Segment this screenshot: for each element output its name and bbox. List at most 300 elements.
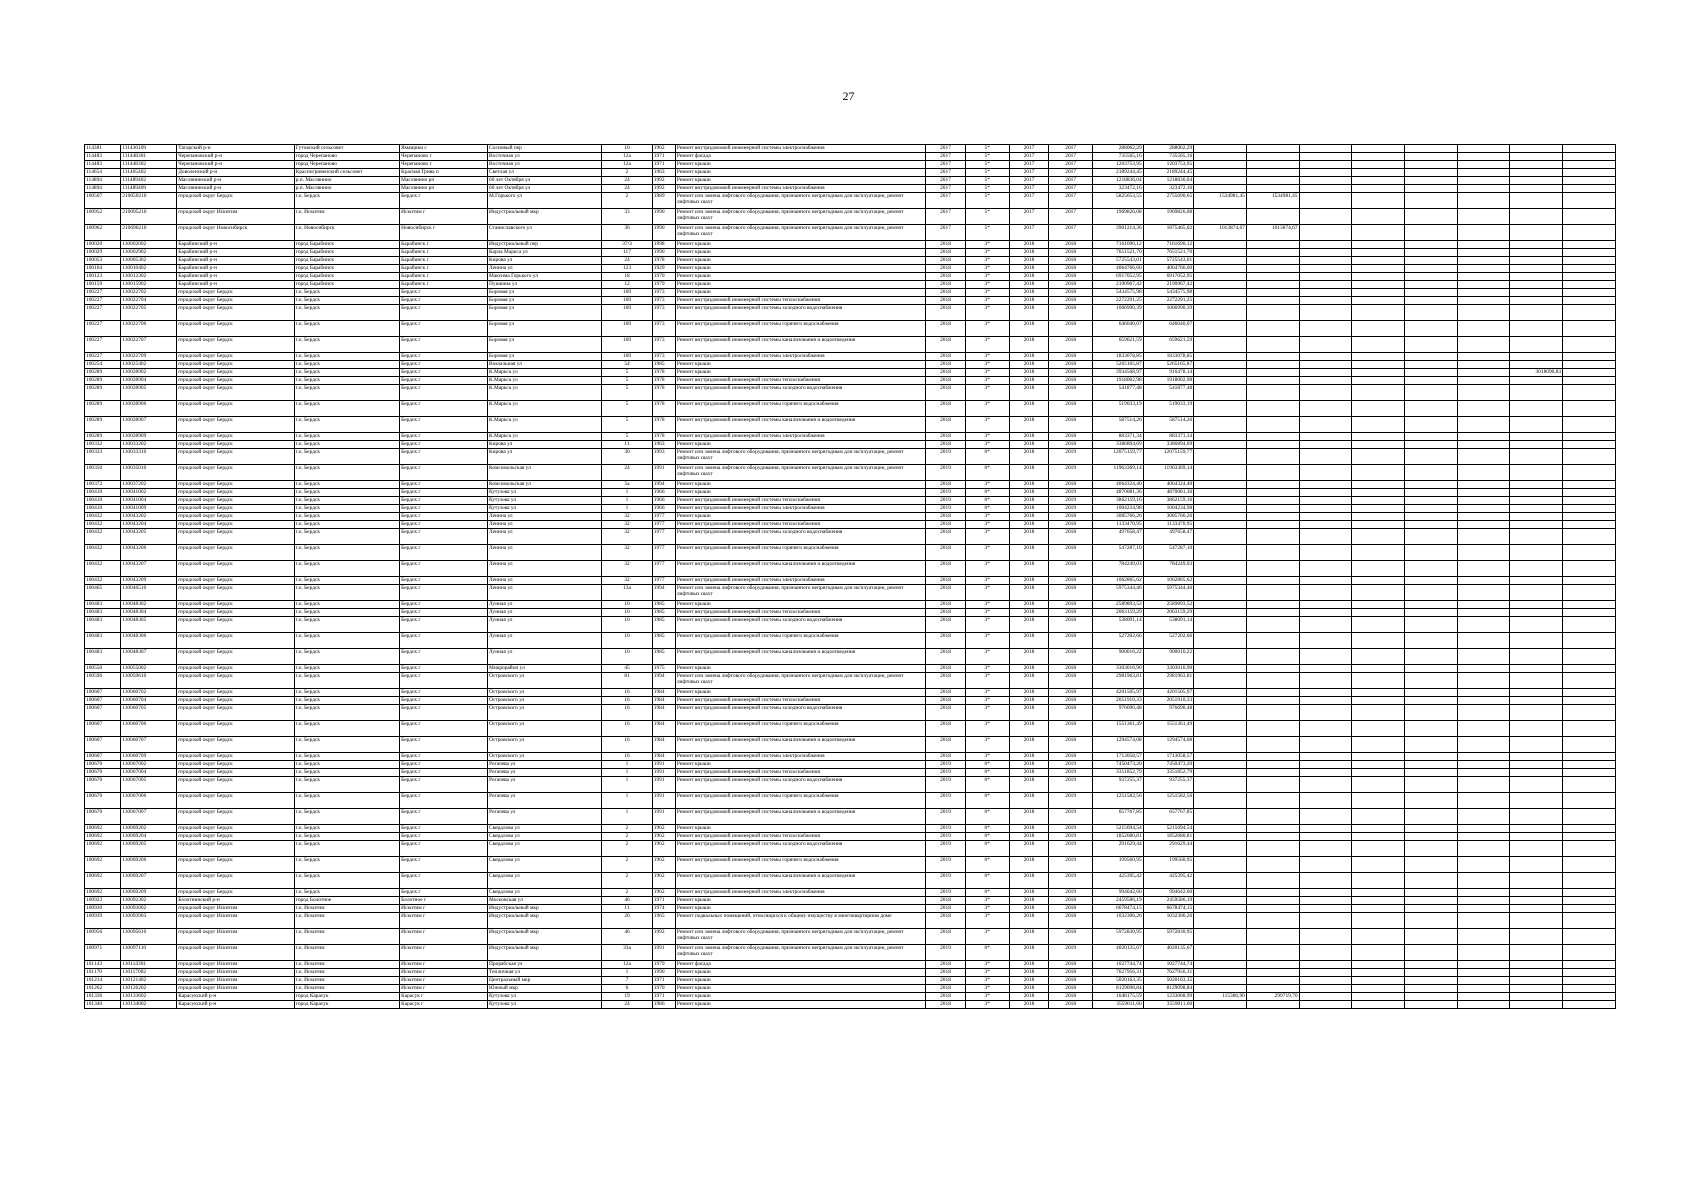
cell-plan-year: 2018	[926, 577, 966, 585]
cell-house-number: 1	[602, 489, 653, 497]
cell-start-year: 2018	[1009, 809, 1049, 825]
cell-house-number: 5	[602, 417, 653, 433]
cell-work-type: Ремонт крыши	[675, 825, 925, 833]
cell-cost-extra-c	[1510, 1001, 1563, 1009]
cell-end-year: 2019	[1049, 873, 1093, 889]
cell-empty	[1457, 281, 1510, 289]
table-row	[85, 417, 1616, 433]
cell-street: Свердлова ул	[488, 841, 602, 857]
cell-municipality: г.о. Бердск	[294, 601, 399, 609]
cell-cost-total: 883371,34	[1093, 433, 1144, 441]
cell-start-year: 2018	[1009, 905, 1049, 913]
cell-plan-year: 2018	[926, 337, 966, 353]
cell-cost-extra-a	[1194, 321, 1247, 337]
cell-empty	[1404, 633, 1457, 649]
cell-cost-fund: 1027744,74	[1143, 961, 1194, 969]
cell-cost-extra-a	[1194, 417, 1247, 433]
cell-cost-extra-c	[1510, 265, 1563, 273]
cell-building-id: 100607	[85, 697, 121, 705]
cell-empty	[1457, 889, 1510, 897]
cell-cost-extra-b	[1246, 889, 1299, 897]
cell-year-built: 1979	[652, 961, 675, 969]
cell-work-code: 110133602	[121, 993, 177, 1001]
cell-cost-total: 5725543,01	[1093, 257, 1144, 265]
cell-empty	[1563, 169, 1616, 177]
cell-start-year: 2018	[1009, 577, 1049, 585]
cell-empty	[1457, 721, 1510, 737]
cell-plan-year: 2018	[926, 985, 966, 993]
cell-work-type: Ремонт крыши	[675, 169, 925, 177]
cell-cost-extra-b	[1246, 561, 1299, 577]
cell-cost-extra-a	[1194, 337, 1247, 353]
cell-district: городской округ Бердск	[177, 689, 295, 697]
register-body	[85, 145, 1616, 1009]
cell-locality: Искитим г	[400, 929, 488, 945]
cell-empty	[1404, 449, 1457, 465]
cell-priority: 3*	[965, 273, 1009, 281]
cell-plan-year: 2017	[926, 169, 966, 177]
cell-building-id: 100971	[85, 945, 121, 961]
cell-cost-fund: 3085766,26	[1143, 513, 1194, 521]
cell-street: Индустриальный мкр	[488, 905, 602, 913]
cell-empty	[1299, 609, 1352, 617]
cell-start-year: 2018	[1009, 481, 1049, 489]
cell-building-id: 100432	[85, 545, 121, 561]
table-row	[85, 993, 1616, 1001]
cell-start-year: 2018	[1009, 697, 1049, 705]
cell-end-year: 2018	[1049, 521, 1093, 529]
cell-house-number: 123	[602, 265, 653, 273]
cell-empty	[1299, 633, 1352, 649]
cell-cost-extra-c	[1510, 633, 1563, 649]
cell-district: городской округ Бердск	[177, 769, 295, 777]
cell-municipality: г.о. Бердск	[294, 377, 399, 385]
cell-cost-extra-b	[1246, 833, 1299, 841]
cell-empty	[1563, 377, 1616, 385]
cell-priority: 3*	[965, 969, 1009, 977]
cell-empty	[1457, 809, 1510, 825]
cell-house-number: 24	[602, 177, 653, 185]
cell-empty	[1563, 913, 1616, 929]
cell-municipality: г.о. Бердск	[294, 289, 399, 297]
table-row	[85, 577, 1616, 585]
cell-street: Индустриальный мкр	[488, 209, 602, 225]
cell-empty	[1404, 353, 1457, 361]
cell-year-built: 1992	[652, 929, 675, 945]
cell-work-code: 111436109	[121, 145, 177, 153]
cell-locality: Бердск г	[400, 601, 488, 609]
cell-empty	[1299, 465, 1352, 481]
cell-empty	[1299, 433, 1352, 441]
cell-work-type: Ремонт внутридомовой инженерной системы электроснабжения	[675, 889, 925, 897]
cell-cost-extra-c	[1510, 385, 1563, 401]
cell-locality: Искитим г	[400, 945, 488, 961]
cell-building-id: 100432	[85, 513, 121, 521]
cell-cost-fund: 4020135,67	[1143, 945, 1194, 961]
cell-start-year: 2018	[1009, 489, 1049, 497]
cell-priority: 3*	[965, 697, 1009, 705]
cell-cost-extra-b	[1246, 825, 1299, 833]
cell-start-year: 2018	[1009, 521, 1049, 529]
cell-empty	[1404, 185, 1457, 193]
cell-empty	[1299, 793, 1352, 809]
cell-locality: Бердск г	[400, 577, 488, 585]
cell-start-year: 2017	[1009, 169, 1049, 177]
cell-empty	[1404, 977, 1457, 985]
cell-empty	[1457, 465, 1510, 481]
cell-work-code: 110067007	[121, 809, 177, 825]
cell-work-type: Ремонт крыши	[675, 369, 925, 377]
cell-cost-extra-a	[1194, 249, 1247, 257]
cell-cost-extra-b	[1246, 521, 1299, 529]
cell-empty	[1457, 585, 1510, 601]
cell-work-type: Ремонт крыши	[675, 273, 925, 281]
cell-building-id: 100607	[85, 721, 121, 737]
cell-year-built: 1973	[652, 337, 675, 353]
table-row	[85, 289, 1616, 297]
cell-municipality: г.о. Искитим	[294, 945, 399, 961]
cell-year-built: 1962	[652, 145, 675, 153]
cell-street: Лунная ул	[488, 609, 602, 617]
cell-district: городской округ Бердск	[177, 417, 295, 433]
cell-priority: 3*	[965, 705, 1009, 721]
cell-end-year: 2018	[1049, 705, 1093, 721]
cell-cost-total: 5215694,54	[1093, 825, 1144, 833]
cell-empty	[1352, 257, 1405, 265]
cell-empty	[1563, 521, 1616, 529]
cell-empty	[1299, 497, 1352, 505]
cell-start-year: 2018	[1009, 993, 1049, 1001]
cell-street: К.Маркса ул	[488, 401, 602, 417]
cell-empty	[1404, 609, 1457, 617]
cell-cost-extra-c	[1510, 609, 1563, 617]
cell-cost-fund: 291629,44	[1143, 841, 1194, 857]
cell-municipality: г.о. Бердск	[294, 753, 399, 761]
cell-start-year: 2018	[1009, 689, 1049, 697]
cell-empty	[1299, 705, 1352, 721]
cell-end-year: 2019	[1049, 945, 1093, 961]
cell-district: городской округ Искитим	[177, 985, 295, 993]
table-row	[85, 249, 1616, 257]
cell-empty	[1563, 609, 1616, 617]
cell-end-year: 2018	[1049, 385, 1093, 401]
cell-empty	[1457, 369, 1510, 377]
cell-end-year: 2017	[1049, 153, 1093, 161]
cell-empty	[1404, 497, 1457, 505]
cell-cost-extra-b	[1246, 169, 1299, 177]
cell-empty	[1563, 737, 1616, 753]
cell-cost-extra-c	[1510, 809, 1563, 825]
cell-empty	[1299, 529, 1352, 545]
cell-cost-fund: 7651521,70	[1143, 249, 1194, 257]
page-number: 27	[842, 89, 855, 103]
cell-empty	[1457, 761, 1510, 769]
cell-cost-extra-a	[1194, 793, 1247, 809]
cell-cost-total: 7161690,12	[1093, 241, 1144, 249]
cell-plan-year: 2017	[926, 225, 966, 241]
cell-priority: 0*	[965, 489, 1009, 497]
table-row	[85, 153, 1616, 161]
cell-cost-extra-b	[1246, 873, 1299, 889]
cell-start-year: 2018	[1009, 705, 1049, 721]
cell-plan-year: 2018	[926, 913, 966, 929]
cell-work-code: 110033202	[121, 441, 177, 449]
cell-street: Кутузова ул	[488, 489, 602, 497]
cell-cost-extra-c	[1510, 969, 1563, 977]
table-row	[85, 969, 1616, 977]
cell-start-year: 2018	[1009, 945, 1049, 961]
cell-cost-fund: 883371,34	[1143, 433, 1194, 441]
cell-work-type: Ремонт внутридомовой инженерной системы холодного водоснабжения	[675, 385, 925, 401]
cell-cost-extra-b	[1246, 961, 1299, 969]
cell-year-built: 1971	[652, 161, 675, 169]
cell-district: городской округ Бердск	[177, 369, 295, 377]
cell-empty	[1404, 841, 1457, 857]
cell-plan-year: 2018	[926, 521, 966, 529]
cell-end-year: 2018	[1049, 1001, 1093, 1009]
cell-house-number: 46	[602, 897, 653, 905]
cell-work-code: 110134002	[121, 1001, 177, 1009]
cell-cost-extra-a	[1194, 665, 1247, 673]
cell-empty	[1352, 609, 1405, 617]
cell-start-year: 2018	[1009, 545, 1049, 561]
cell-plan-year: 2019	[926, 889, 966, 897]
cell-work-code: 111489402	[121, 177, 177, 185]
cell-cost-fund: 5265165,87	[1143, 361, 1194, 369]
cell-empty	[1352, 545, 1405, 561]
cell-start-year: 2018	[1009, 761, 1049, 769]
cell-building-id: 100333	[85, 449, 121, 465]
cell-municipality: город Барабинск	[294, 249, 399, 257]
cell-house-number: 24	[602, 185, 653, 193]
cell-empty	[1457, 665, 1510, 673]
cell-work-code: 110060705	[121, 705, 177, 721]
cell-cost-fund: 3303016,90	[1143, 665, 1194, 673]
cell-house-number: 37/3	[602, 241, 653, 249]
cell-empty	[1352, 561, 1405, 577]
cell-empty	[1299, 777, 1352, 793]
cell-empty	[1352, 153, 1405, 161]
cell-cost-extra-a: 1534981,45	[1194, 193, 1247, 209]
cell-municipality: г.о. Бердск	[294, 353, 399, 361]
cell-building-id: 100692	[85, 889, 121, 897]
cell-work-code: 110069207	[121, 873, 177, 889]
cell-cost-fund: 4064766,60	[1143, 265, 1194, 273]
cell-cost-total: 1027744,74	[1093, 961, 1144, 969]
cell-empty	[1299, 289, 1352, 297]
cell-municipality: г.о. Бердск	[294, 825, 399, 833]
table-row	[85, 737, 1616, 753]
cell-plan-year: 2018	[926, 601, 966, 609]
cell-cost-extra-c	[1510, 545, 1563, 561]
cell-house-number: 2	[602, 873, 653, 889]
cell-house-number: 12	[602, 281, 653, 289]
cell-empty	[1352, 521, 1405, 529]
cell-empty	[1457, 377, 1510, 385]
cell-street: Ленина ул	[488, 265, 602, 273]
cell-empty	[1299, 153, 1352, 161]
cell-locality: Бердск г	[400, 673, 488, 689]
cell-empty	[1457, 633, 1510, 649]
cell-cost-extra-b	[1246, 945, 1299, 961]
cell-street: К.Маркса ул	[488, 417, 602, 433]
cell-district: городской округ Бердск	[177, 601, 295, 609]
cell-empty	[1563, 321, 1616, 337]
cell-cost-total: 527202,66	[1093, 633, 1144, 649]
cell-plan-year: 2018	[926, 993, 966, 1001]
cell-work-type: Ремонт или замена лифтового оборудования, признанного непригодным для эксплуатации, ремонт лифтовых шахт	[675, 945, 925, 961]
cell-empty	[1457, 521, 1510, 529]
cell-municipality: г.о. Бердск	[294, 513, 399, 521]
cell-street: Тепличная ул	[488, 969, 602, 977]
cell-cost-extra-a	[1194, 449, 1247, 465]
cell-priority: 0*	[965, 825, 1009, 833]
cell-cost-fund: 1833078,85	[1143, 353, 1194, 361]
cell-empty	[1299, 585, 1352, 601]
cell-cost-extra-b	[1246, 321, 1299, 337]
cell-empty	[1457, 577, 1510, 585]
cell-empty	[1404, 873, 1457, 889]
cell-empty	[1404, 737, 1457, 753]
cell-empty	[1457, 617, 1510, 633]
cell-priority: 3*	[965, 297, 1009, 305]
cell-cost-total: 3085766,26	[1093, 513, 1144, 521]
cell-plan-year: 2018	[926, 417, 966, 433]
cell-work-code: 110012302	[121, 273, 177, 281]
cell-building-id: 100923	[85, 897, 121, 905]
cell-cost-extra-a	[1194, 889, 1247, 897]
cell-empty	[1352, 1001, 1405, 1009]
cell-work-type: Ремонт крыши	[675, 257, 925, 265]
cell-work-type: Ремонт крыши	[675, 905, 925, 913]
cell-cost-extra-c	[1510, 449, 1563, 465]
cell-municipality: г.о. Бердск	[294, 497, 399, 505]
cell-empty	[1299, 753, 1352, 761]
cell-cost-extra-a	[1194, 385, 1247, 401]
cell-empty	[1563, 617, 1616, 633]
cell-locality: Бердск г	[400, 505, 488, 513]
cell-work-code: 210095210	[121, 209, 177, 225]
cell-cost-extra-b	[1246, 841, 1299, 857]
cell-year-built: 1974	[652, 905, 675, 913]
cell-cost-extra-b	[1246, 257, 1299, 265]
cell-empty	[1352, 289, 1405, 297]
cell-plan-year: 2018	[926, 929, 966, 945]
cell-empty	[1404, 585, 1457, 601]
cell-empty	[1563, 265, 1616, 273]
table-row	[85, 945, 1616, 961]
cell-end-year: 2018	[1049, 721, 1093, 737]
cell-locality: Бердск г	[400, 761, 488, 769]
cell-empty	[1299, 441, 1352, 449]
cell-year-built: 1973	[652, 321, 675, 337]
cell-empty	[1352, 761, 1405, 769]
cell-empty	[1352, 769, 1405, 777]
cell-street: Восточная ул	[488, 153, 602, 161]
cell-cost-extra-c	[1510, 857, 1563, 873]
cell-district: Маслянинский р-н	[177, 177, 295, 185]
cell-cost-extra-b	[1246, 601, 1299, 609]
cell-work-type: Ремонт крыши	[675, 1001, 925, 1009]
cell-cost-total: 5975344,46	[1093, 585, 1144, 601]
cell-locality: Бердск г	[400, 521, 488, 529]
cell-building-id: 100939	[85, 913, 121, 929]
cell-work-code: 111448301	[121, 153, 177, 161]
cell-locality: Барабинск г	[400, 257, 488, 265]
cell-start-year: 2018	[1009, 889, 1049, 897]
cell-work-type: Ремонт внутридомовой инженерной системы канализования и водоотведения	[675, 649, 925, 665]
cell-empty	[1299, 305, 1352, 321]
cell-cost-total: 199560,95	[1093, 857, 1144, 873]
cell-plan-year: 2018	[926, 273, 966, 281]
cell-cost-extra-a	[1194, 761, 1247, 769]
cell-year-built: 1984	[652, 705, 675, 721]
cell-cost-extra-b	[1246, 721, 1299, 737]
cell-empty	[1299, 281, 1352, 289]
cell-priority: 5*	[965, 225, 1009, 241]
cell-empty	[1299, 649, 1352, 665]
cell-cost-fund: 2459586,19	[1143, 897, 1194, 905]
cell-district: Черепановский р-н	[177, 161, 295, 169]
cell-work-type: Ремонт внутридомовой инженерной системы канализования и водоотведения	[675, 337, 925, 353]
cell-cost-fund: 1004234,98	[1143, 505, 1194, 513]
cell-cost-total: 12075159,77	[1093, 449, 1144, 465]
cell-cost-extra-a	[1194, 489, 1247, 497]
cell-year-built: 1990	[652, 209, 675, 225]
cell-year-built: 1962	[652, 857, 675, 873]
cell-cost-extra-c	[1510, 649, 1563, 665]
cell-district: городской округ Бердск	[177, 361, 295, 369]
cell-empty	[1352, 489, 1405, 497]
cell-year-built: 1984	[652, 689, 675, 697]
cell-empty	[1299, 873, 1352, 889]
cell-work-code: 110048306	[121, 633, 177, 649]
cell-cost-extra-a	[1194, 945, 1247, 961]
cell-street: Комсомольская ул	[488, 481, 602, 489]
cell-priority: 0*	[965, 505, 1009, 513]
cell-empty	[1404, 833, 1457, 841]
cell-work-type: Ремонт внутридомовой инженерной системы канализования и водоотведения	[675, 873, 925, 889]
cell-cost-total: 1648175,59	[1093, 993, 1144, 1001]
cell-street: Ленина ул	[488, 521, 602, 529]
cell-cost-total: 1218836,04	[1093, 177, 1144, 185]
cell-cost-fund: 2190967,42	[1143, 281, 1194, 289]
cell-empty	[1352, 385, 1405, 401]
cell-cost-extra-a	[1194, 705, 1247, 721]
cell-cost-extra-c	[1510, 529, 1563, 545]
cell-empty	[1404, 897, 1457, 905]
cell-start-year: 2018	[1009, 401, 1049, 417]
cell-priority: 5*	[965, 209, 1009, 225]
cell-empty	[1404, 417, 1457, 433]
cell-end-year: 2018	[1049, 321, 1093, 337]
cell-street: К.Маркса ул	[488, 385, 602, 401]
cell-empty	[1299, 321, 1352, 337]
cell-start-year: 2018	[1009, 673, 1049, 689]
cell-cost-fund: 2063159,29	[1143, 609, 1194, 617]
cell-empty	[1299, 521, 1352, 529]
cell-municipality: город Барабинск	[294, 265, 399, 273]
cell-priority: 3*	[965, 241, 1009, 249]
cell-work-code: 110069209	[121, 889, 177, 897]
cell-cost-extra-c	[1510, 145, 1563, 153]
cell-building-id: 100465	[85, 585, 121, 601]
cell-cost-extra-c	[1510, 825, 1563, 833]
cell-empty	[1457, 449, 1510, 465]
cell-empty	[1457, 289, 1510, 297]
cell-district: городской округ Бердск	[177, 305, 295, 321]
cell-locality: Маслянино рп	[400, 185, 488, 193]
